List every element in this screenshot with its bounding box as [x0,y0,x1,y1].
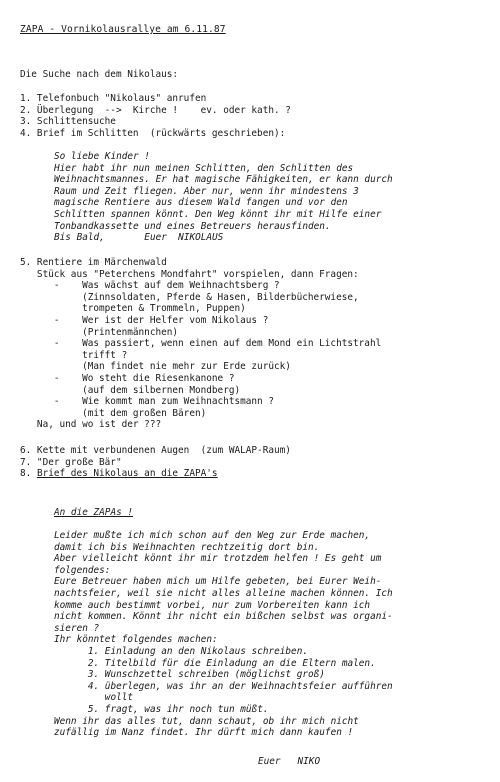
list-item: 6. Kette mit verbundenen Augen (zum WALAP-Raum) [20,445,291,456]
answer-line: (Man findet nie mehr zur Erde zurück) [20,361,291,373]
letter-line: 4. überlegen, was ihr an der Weihnachtsfeier aufführen [54,680,393,692]
signature: Euer NIKO [258,756,321,767]
answer-line: (Printenmännchen) [20,326,179,338]
question-line: trifft ? [20,349,128,361]
zapa-letter-heading: An die ZAPAs ! [54,507,134,518]
question-line: - Wo steht die Riesenkanone ? [20,372,235,384]
question-line: - Was passiert, wenn einen auf dem Mond ein Lichtstrahl [20,338,382,350]
answer-line: (Zinnsoldaten, Pferde & Hasen, Bilderbücherwiese, [20,291,359,303]
step-5-questions [20,257,381,431]
letter-line: Aber vielleicht könnt ihr mir trotzdem helfen ! Es geht um [54,553,382,565]
question-line: - Was wächst auf dem Weihnachtsberg ? [20,280,280,292]
list-item: Na, und wo ist der ??? [20,419,162,431]
list-item: 3. Schlittensuche [20,116,116,128]
section-heading: Die Suche nach dem Nikolaus: [20,69,179,80]
answer-line: trompeten & Trommeln, Puppen) [20,303,246,315]
letter-line: Schlitten spannen könnt. Den Weg könnt ihr mit Hilfe einer [54,208,382,220]
letter-line: 2. Titelbild für die Einladung an die Eltern malen. [54,657,376,669]
step-8-text: Brief des Nikolaus an die ZAPA's [36,468,218,480]
letter-line: zufällig im Nanz findet. Ihr dürft mich dann kaufen ! [54,727,354,739]
letter-line: folgendes: [54,564,111,576]
letter-line: Bis Bald, Euer NIKOLAUS [54,232,224,244]
letter-line: sieren ? [54,622,100,634]
question-line: - Wer ist der Helfer vom Nikolaus ? [20,314,269,326]
list-item: 4. Brief im Schlitten (rückwärts geschrieben): [20,127,286,139]
letter-line: Ihr könntet folgendes machen: [54,634,218,646]
letter-line: wollt [54,692,134,704]
letter-line: magische Rentiere aus diesem Wald fangen und vor den [54,197,348,209]
list-item: 5. Rentiere im Märchenwald [20,257,167,268]
zapa-letter [54,530,393,739]
step-8-number: 8. [20,468,37,480]
question-line: - Wie kommt man zum Weihnachtsmann ? [20,396,274,408]
nikolaus-letter [54,151,393,244]
letter-line: nachtsfeier, weil sie nicht alles alleine machen können. Ich [54,587,393,599]
letter-line: Raum und Zeit fliegen. Aber nur, wenn ihr mindestens 3 [54,185,359,197]
letter-line: Eure Betreuer haben mich um Hilfe gebeten, bei Eurer Weih- [54,576,382,588]
letter-line: Hier habt ihr nun meinen Schlitten, den Schlitten des [54,162,354,174]
letter-line: Tonbandkassette und eines Betreuers herausfinden. [54,220,331,232]
answer-line: (mit dem großen Bären) [20,407,207,419]
steps-list-1-4 [20,93,291,139]
list-item: Stück aus "Peterchens Mondfahrt" vorspielen, dann Fragen: [20,268,359,280]
letter-line: nicht kommen. Könnt ihr nicht ein bißchen selbst was organi- [54,611,393,623]
letter-line: 1. Einladung an den Nikolaus schreiben. [54,645,308,657]
letter-line: Wenn ihr das alles tut, dann schaut, ob ihr mich nicht [54,715,359,727]
letter-line: 3. Wunschzettel schreiben (möglichst groß) [54,669,325,681]
letter-line: Weihnachtsmannes. Er hat magische Fähigkeiten, er kann durch [54,174,393,186]
list-item: 1. Telefonbuch "Nikolaus" anrufen [20,93,207,104]
letter-line: komme auch bestimmt vorbei, nur zum Vorbereiten kann ich [54,599,371,611]
letter-line: Leider mußte ich mich schon auf den Weg zur Erde machen, [54,530,371,541]
list-item: 2. Überlegung --> Kirche ! ev. oder kath. ? [20,104,291,116]
letter-line: So liebe Kinder ! [54,151,150,162]
list-item [20,468,291,480]
letter-line: 5. fragt, was ihr noch tun müßt. [54,703,269,715]
letter-line: damit ich bis Weihnachten rechtzeitig dort bin. [54,541,320,553]
steps-list-6-8 [20,445,291,480]
list-item: 7. "Der große Bär" [20,456,122,468]
document-title: ZAPA - Vornikolausrallye am 6.11.87 [20,24,226,35]
answer-line: (auf dem silbernen Mondberg) [20,384,241,396]
